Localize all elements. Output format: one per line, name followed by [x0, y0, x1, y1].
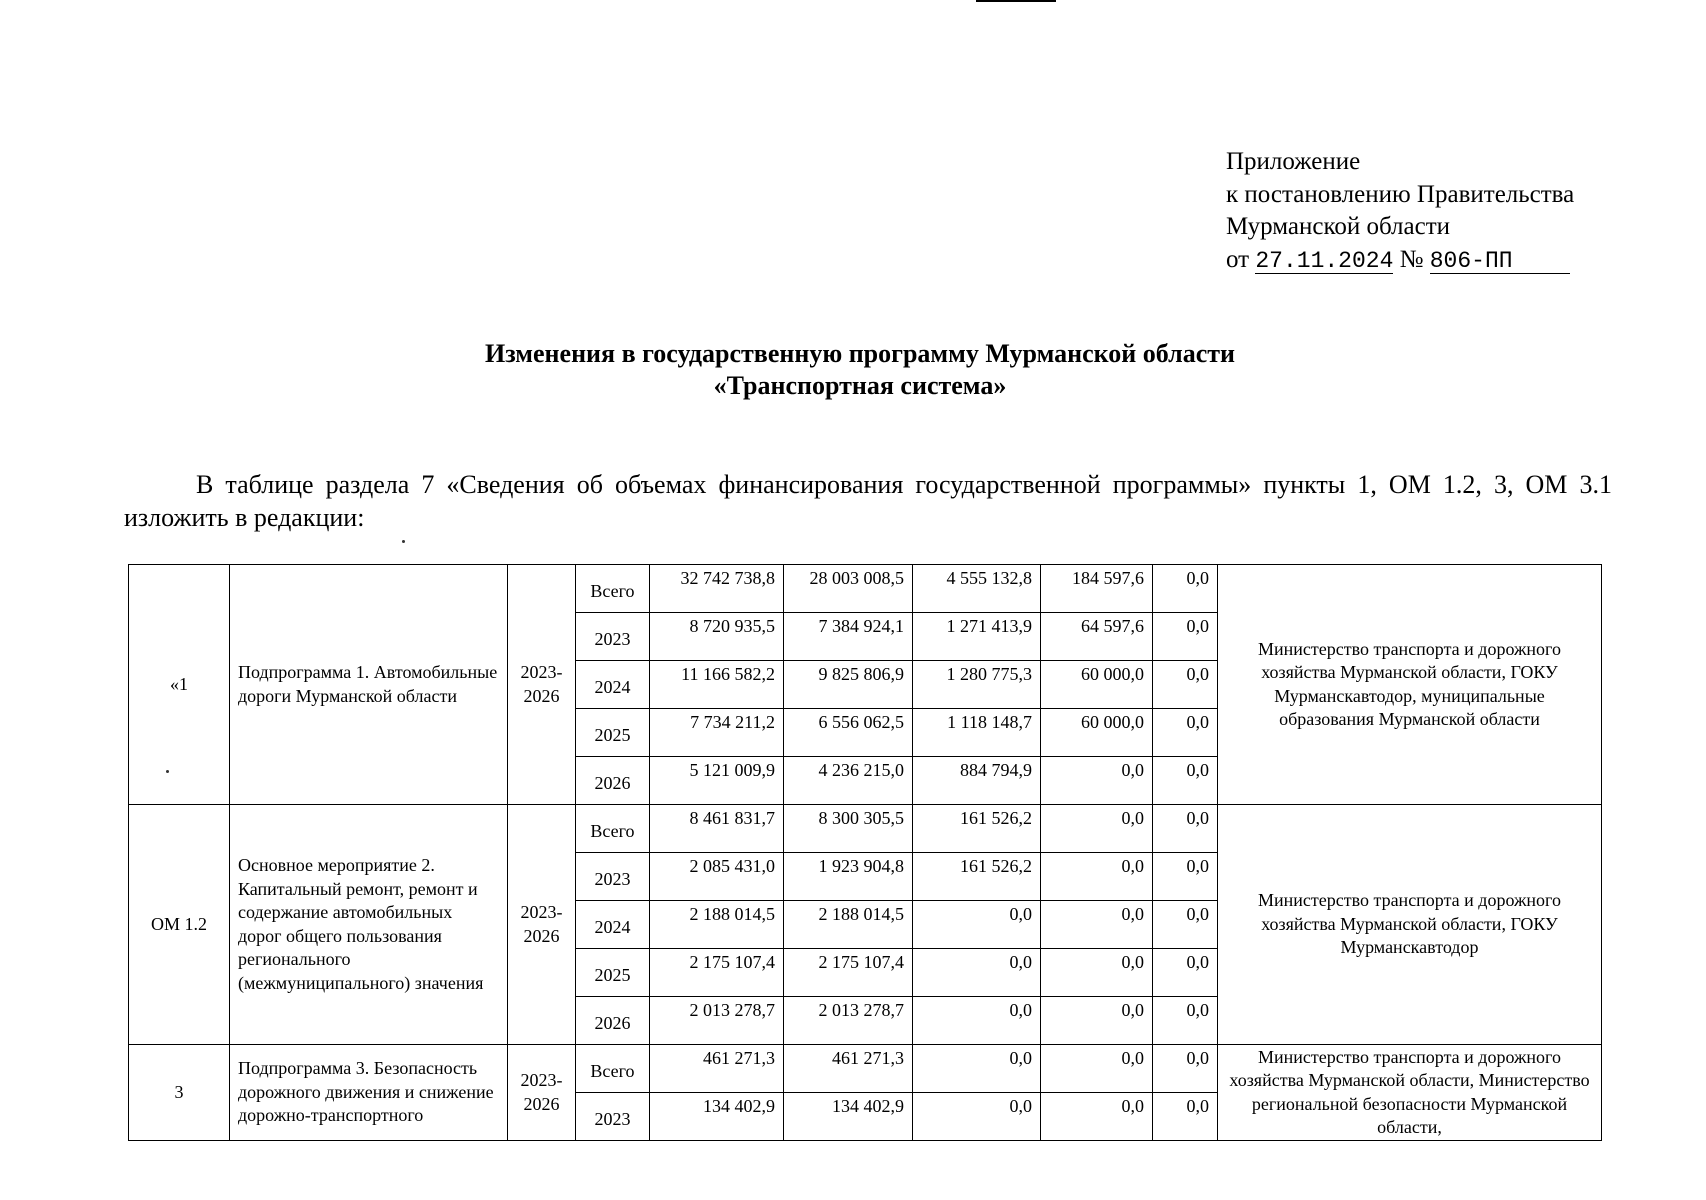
table-row [129, 1045, 1602, 1093]
regional-budget-cell: 2 013 278,7 [784, 997, 913, 1045]
other-sources-cell: 0,0 [1153, 661, 1218, 709]
regional-budget-cell: 461 271,3 [784, 1045, 913, 1093]
year-cell: 2026 [576, 757, 650, 805]
local-budget-cell: 0,0 [1041, 997, 1153, 1045]
document-title [0, 338, 1600, 402]
other-sources-cell: 0,0 [1153, 1045, 1218, 1093]
regional-budget-cell: 134 402,9 [784, 1093, 913, 1141]
item-period: 2023-2026 [508, 805, 576, 1045]
local-budget-cell: 60 000,0 [1041, 709, 1153, 757]
regional-budget-cell: 6 556 062,5 [784, 709, 913, 757]
federal-budget-cell: 0,0 [913, 1093, 1041, 1141]
regional-budget-cell: 9 825 806,9 [784, 661, 913, 709]
appendix-line-2: к постановлению Правительства [1226, 180, 1575, 208]
financing-table-body [129, 565, 1602, 1141]
local-budget-cell: 0,0 [1041, 853, 1153, 901]
year-cell: 2024 [576, 661, 650, 709]
total-amount-cell: 32 742 738,8 [650, 565, 784, 613]
total-amount-cell: 5 121 009,9 [650, 757, 784, 805]
regional-budget-cell: 2 188 014,5 [784, 901, 913, 949]
other-sources-cell: 0,0 [1153, 613, 1218, 661]
other-sources-cell: 0,0 [1153, 901, 1218, 949]
scan-artifact-line [976, 0, 1056, 2]
local-budget-cell: 184 597,6 [1041, 565, 1153, 613]
title-line-1: Изменения в государственную программу Мурманской области [485, 339, 1235, 368]
year-cell: Всего [576, 565, 650, 613]
appendix-line-1: Приложение [1226, 148, 1361, 175]
federal-budget-cell: 4 555 132,8 [913, 565, 1041, 613]
federal-budget-cell: 161 526,2 [913, 805, 1041, 853]
total-amount-cell: 461 271,3 [650, 1045, 784, 1093]
table-row [129, 565, 1602, 613]
year-cell: Всего [576, 1045, 650, 1093]
local-budget-cell: 64 597,6 [1041, 613, 1153, 661]
local-budget-cell: 0,0 [1041, 949, 1153, 997]
total-amount-cell: 8 720 935,5 [650, 613, 784, 661]
federal-budget-cell: 161 526,2 [913, 853, 1041, 901]
table-row [129, 805, 1602, 853]
other-sources-cell: 0,0 [1153, 853, 1218, 901]
scan-speck [166, 770, 169, 773]
financing-table [128, 564, 1602, 1141]
total-amount-cell: 7 734 211,2 [650, 709, 784, 757]
year-cell: 2023 [576, 853, 650, 901]
other-sources-cell: 0,0 [1153, 997, 1218, 1045]
federal-budget-cell: 884 794,9 [913, 757, 1041, 805]
local-budget-cell: 60 000,0 [1041, 661, 1153, 709]
item-period: 2023-2026 [508, 565, 576, 805]
total-amount-cell: 2 175 107,4 [650, 949, 784, 997]
other-sources-cell: 0,0 [1153, 949, 1218, 997]
year-cell: 2024 [576, 901, 650, 949]
executors-cell: Министерство транспорта и дорожного хозяйства Мурманской области, Министерство региональной безопасности Мурманской области, [1218, 1045, 1602, 1141]
executors-cell: Министерство транспорта и дорожного хозяйства Мурманской области, ГОКУ Мурманскавтодор [1218, 805, 1602, 1045]
item-name: Подпрограмма 1. Автомобильные дороги Мурманской области [230, 565, 508, 805]
other-sources-cell: 0,0 [1153, 709, 1218, 757]
regional-budget-cell: 1 923 904,8 [784, 853, 913, 901]
federal-budget-cell: 1 280 775,3 [913, 661, 1041, 709]
local-budget-cell: 0,0 [1041, 1093, 1153, 1141]
regional-budget-cell: 8 300 305,5 [784, 805, 913, 853]
intro-paragraph: В таблице раздела 7 «Сведения об объемах финансирования государственной программы» пункты 1, ОМ 1.2, 3, ОМ 3.1 изложить в редакции: [124, 470, 1612, 532]
year-cell: 2023 [576, 613, 650, 661]
total-amount-cell: 2 188 014,5 [650, 901, 784, 949]
total-amount-cell: 2 013 278,7 [650, 997, 784, 1045]
total-amount-cell: 2 085 431,0 [650, 853, 784, 901]
date-prefix: от [1226, 245, 1250, 273]
year-cell: 2025 [576, 709, 650, 757]
item-name: Подпрограмма 3. Безопасность дорожного движения и снижение дорожно-транспортного [230, 1045, 508, 1141]
regional-budget-cell: 2 175 107,4 [784, 949, 913, 997]
federal-budget-cell: 0,0 [913, 997, 1041, 1045]
federal-budget-cell: 0,0 [913, 949, 1041, 997]
document-date: 27.11.2024 [1255, 247, 1394, 274]
regional-budget-cell: 28 003 008,5 [784, 565, 913, 613]
regional-budget-cell: 7 384 924,1 [784, 613, 913, 661]
year-cell: 2025 [576, 949, 650, 997]
total-amount-cell: 8 461 831,7 [650, 805, 784, 853]
federal-budget-cell: 1 118 148,7 [913, 709, 1041, 757]
document-number: 806-ПП [1430, 249, 1570, 274]
federal-budget-cell: 0,0 [913, 1045, 1041, 1093]
total-amount-cell: 11 166 582,2 [650, 661, 784, 709]
local-budget-cell: 0,0 [1041, 805, 1153, 853]
federal-budget-cell: 1 271 413,9 [913, 613, 1041, 661]
other-sources-cell: 0,0 [1153, 805, 1218, 853]
executors-cell: Министерство транспорта и дорожного хозяйства Мурманской области, ГОКУ Мурманскавтодор, муниципальные образования Мурманской области [1218, 565, 1602, 805]
local-budget-cell: 0,0 [1041, 757, 1153, 805]
total-amount-cell: 134 402,9 [650, 1093, 784, 1141]
item-name: Основное мероприятие 2. Капитальный ремонт, ремонт и содержание автомобильных дорог общего пользования регионального (межмуниципального) значения [230, 805, 508, 1045]
scan-speck [402, 540, 405, 543]
year-cell: 2023 [576, 1093, 650, 1141]
local-budget-cell: 0,0 [1041, 1045, 1153, 1093]
regional-budget-cell: 4 236 215,0 [784, 757, 913, 805]
local-budget-cell: 0,0 [1041, 901, 1153, 949]
year-cell: Всего [576, 805, 650, 853]
item-period: 2023-2026 [508, 1045, 576, 1141]
appendix-block [1226, 146, 1574, 276]
other-sources-cell: 0,0 [1153, 1093, 1218, 1141]
item-code: «1 [129, 565, 230, 805]
appendix-date-line [1226, 244, 1574, 277]
item-code: ОМ 1.2 [129, 805, 230, 1045]
other-sources-cell: 0,0 [1153, 757, 1218, 805]
number-prefix: № [1399, 245, 1424, 273]
title-line-2: «Транспортная система» [713, 371, 1007, 400]
federal-budget-cell: 0,0 [913, 901, 1041, 949]
item-code: 3 [129, 1045, 230, 1141]
other-sources-cell: 0,0 [1153, 565, 1218, 613]
year-cell: 2026 [576, 997, 650, 1045]
appendix-line-3: Мурманской области [1226, 213, 1451, 240]
